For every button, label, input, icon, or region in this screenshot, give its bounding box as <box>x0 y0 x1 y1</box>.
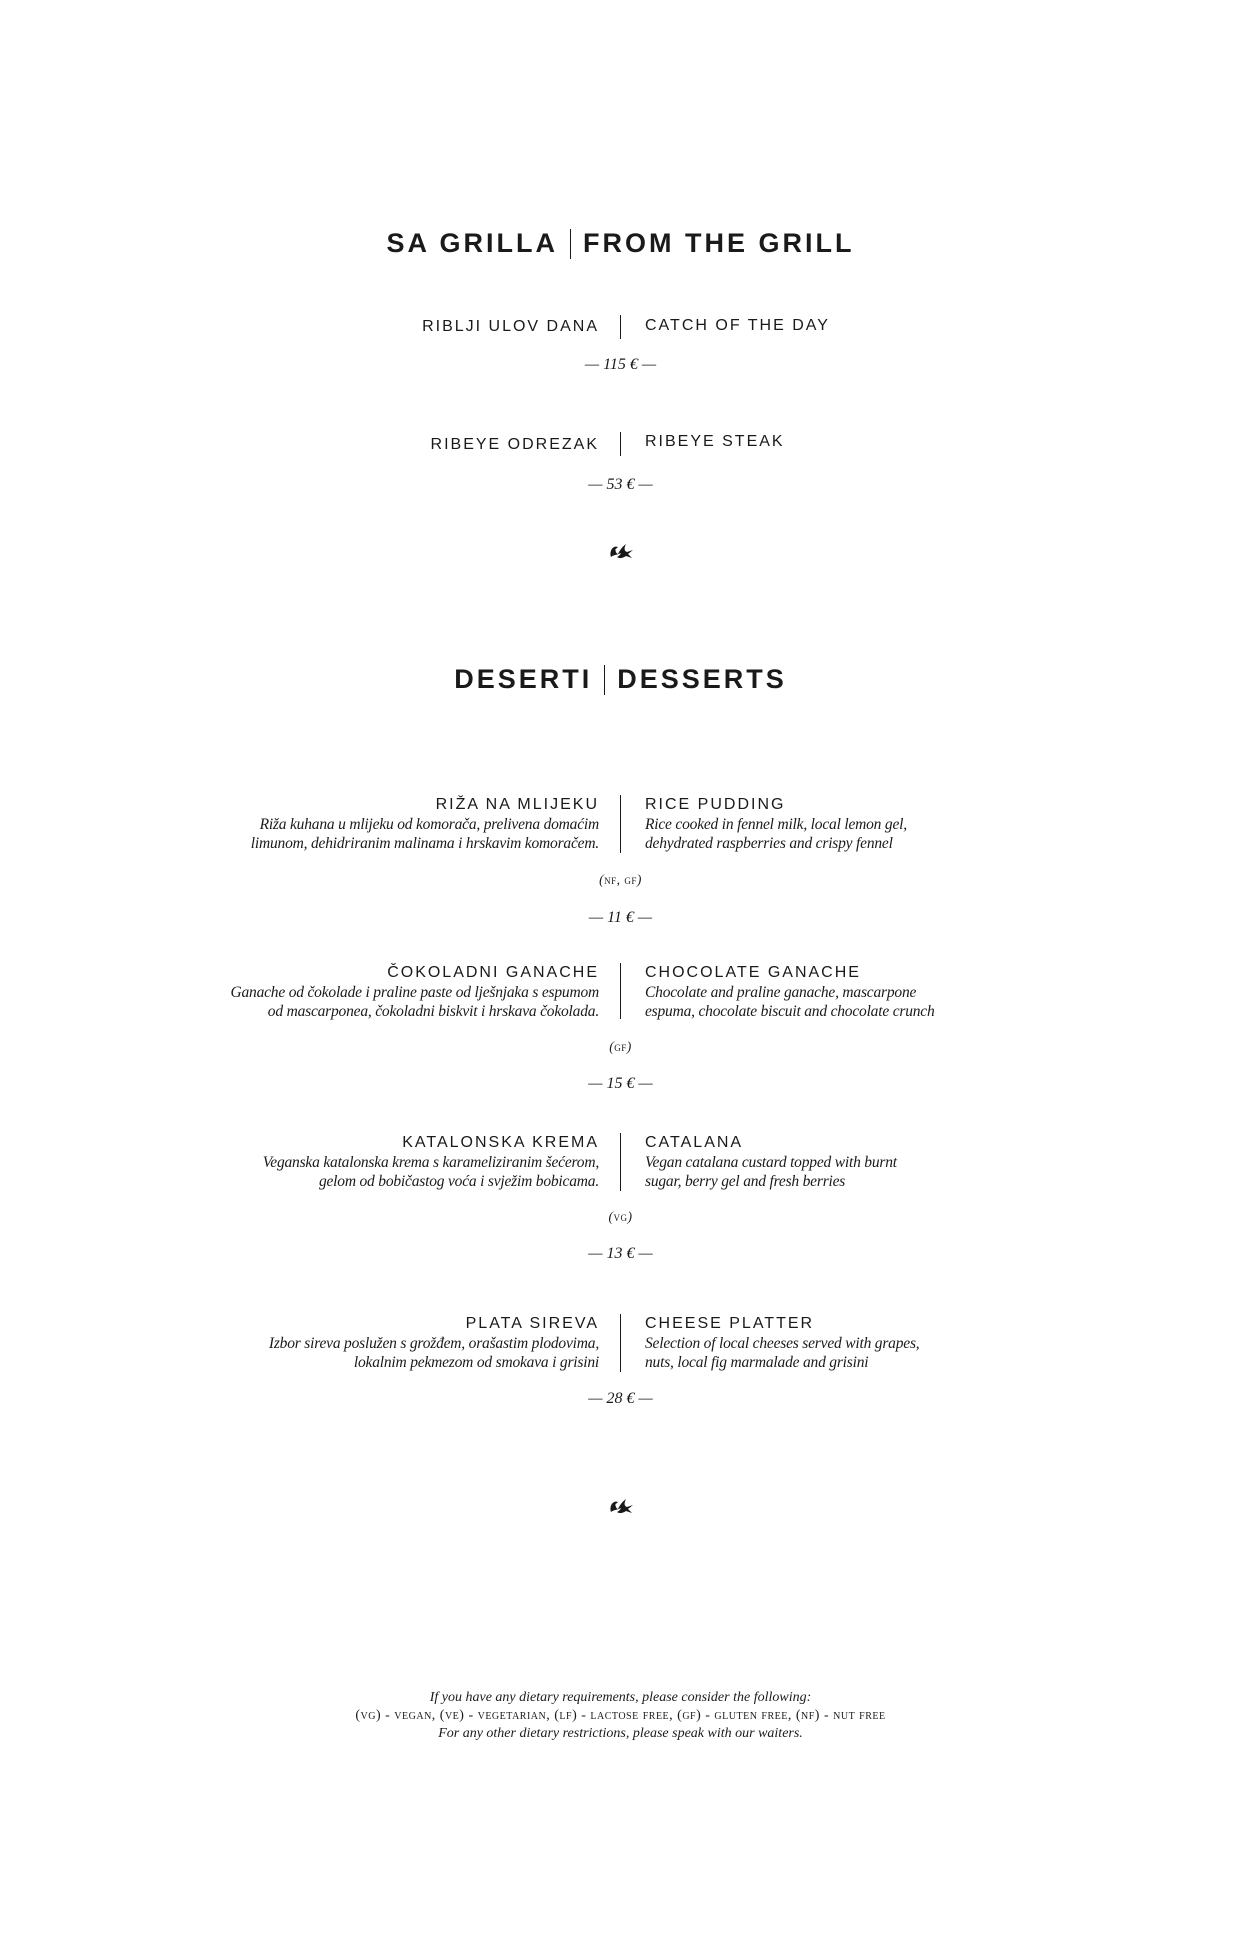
item-name-en: CATALANA <box>645 1134 744 1151</box>
item-name-hr: KATALONSKA KREMA <box>402 1134 599 1151</box>
item-divider <box>620 963 621 1019</box>
item-desc-en: nuts, local fig marmalade and grisini <box>645 1354 869 1371</box>
item-name-en: RIBEYE STEAK <box>645 433 785 450</box>
menu-item-catalana <box>0 1133 1241 1203</box>
item-desc-hr: Izbor sireva poslužen s grožđem, orašastim plodovima, <box>268 1335 599 1352</box>
item-price: — 53 € — <box>588 476 653 493</box>
item-price: — 115 € — <box>584 356 657 373</box>
item-desc-hr: od mascarponea, čokoladni biskvit i hrskava čokolada. <box>267 1003 599 1020</box>
grill-title-en: FROM THE GRILL <box>583 228 855 258</box>
item-name-hr: ČOKOLADNI GANACHE <box>387 964 599 981</box>
item-desc-hr: lokalnim pekmezom od smokava i grisini <box>353 1354 599 1371</box>
dietary-tags: (nf, gf) <box>599 872 642 887</box>
item-desc-en: dehydrated raspberries and crispy fennel <box>645 835 893 852</box>
legend-codes: (vg) - vegan, (ve) - vegetarian, (lf) - lactose free, (gf) - gluten free, (nf) - nut free <box>355 1708 886 1723</box>
title-divider <box>570 229 571 259</box>
legend-note: For any other dietary restrictions, please speak with our waiters. <box>438 1726 803 1741</box>
item-name-hr: PLATA SIREVA <box>465 1315 599 1332</box>
item-price: — 11 € — <box>588 909 653 926</box>
dietary-tags: (vg) <box>608 1209 633 1224</box>
desserts-section-title <box>0 664 1241 695</box>
grill-title-hr: SA GRILLA <box>386 228 558 258</box>
item-desc-en: Vegan catalana custard topped with burnt <box>645 1154 897 1171</box>
item-name-en: RICE PUDDING <box>645 796 786 813</box>
item-name-en: CATCH OF THE DAY <box>645 317 830 334</box>
menu-item-catch-of-the-day <box>0 315 1241 385</box>
desserts-title-hr: DESERTI <box>454 664 593 694</box>
item-divider <box>620 315 621 339</box>
menu-item-cheese-platter <box>0 1314 1241 1384</box>
menu-item-chocolate-ganache <box>0 963 1241 1033</box>
item-desc-hr: limunom, dehidriranim malinama i hrskavim komoračem. <box>250 835 599 852</box>
item-name-hr: RIBLJI ULOV DANA <box>422 318 599 335</box>
item-desc-hr: Riža kuhana u mlijeku od komorača, prelivena domaćim <box>259 816 599 833</box>
item-desc-en: Rice cooked in fennel milk, local lemon gel, <box>645 816 907 833</box>
item-price: — 28 € — <box>588 1390 653 1407</box>
legend-intro: If you have any dietary requirements, please consider the following: <box>429 1690 812 1705</box>
item-name-hr: RIŽA NA MLIJEKU <box>435 796 599 813</box>
item-desc-hr: Ganache od čokolade i praline paste od lješnjaka s espumom <box>230 984 599 1001</box>
title-divider <box>604 665 605 695</box>
item-desc-hr: gelom od bobičastog voća i svježim bobicama. <box>318 1173 599 1190</box>
item-desc-en: espuma, chocolate biscuit and chocolate crunch <box>645 1003 935 1020</box>
item-desc-hr: Veganska katalonska krema s karameliziranim šećerom, <box>262 1154 599 1171</box>
item-price: — 15 € — <box>588 1075 653 1092</box>
dietary-legend <box>0 1689 1241 1743</box>
fleuron-icon <box>607 1494 635 1516</box>
item-name-hr: RIBEYE ODREZAK <box>430 436 599 453</box>
item-price: — 13 € — <box>588 1245 653 1262</box>
item-divider <box>620 1314 621 1372</box>
grill-section-title <box>0 228 1241 259</box>
item-divider <box>620 432 621 456</box>
menu-item-rice-pudding <box>0 795 1241 865</box>
fleuron-icon <box>607 539 635 561</box>
item-name-en: CHEESE PLATTER <box>645 1315 815 1332</box>
desserts-title-en: DESSERTS <box>617 664 787 694</box>
item-desc-en: Selection of local cheeses served with grapes, <box>645 1335 920 1352</box>
item-divider <box>620 1133 621 1191</box>
item-divider <box>620 795 621 853</box>
item-desc-en: sugar, berry gel and fresh berries <box>645 1173 846 1190</box>
item-desc-en: Chocolate and praline ganache, mascarpone <box>645 984 917 1001</box>
dietary-tags: (gf) <box>609 1039 632 1054</box>
item-name-en: CHOCOLATE GANACHE <box>645 964 861 981</box>
